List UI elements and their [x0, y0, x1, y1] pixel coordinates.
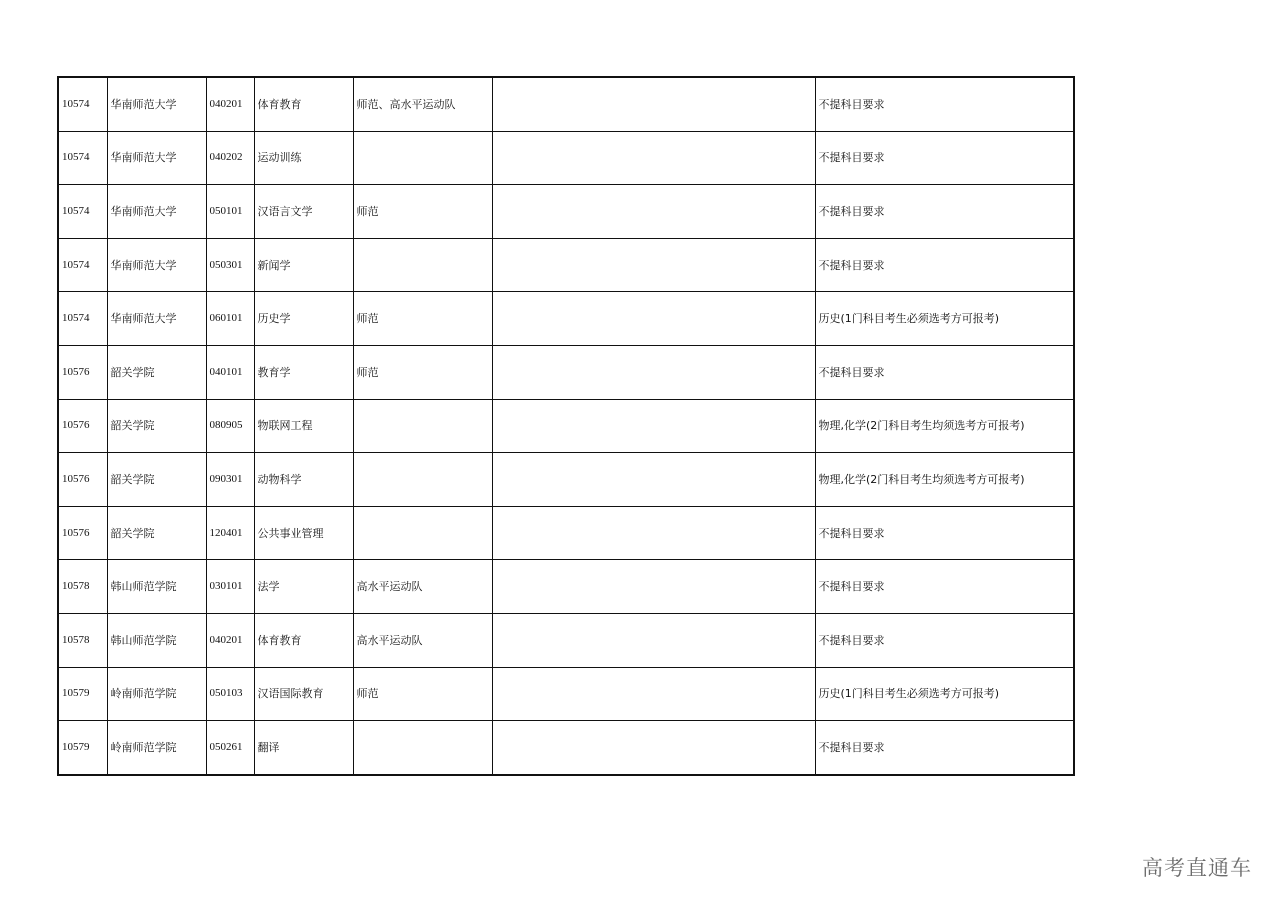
- major-note-cell: [353, 399, 492, 453]
- subject-requirement-cell: 历史(1门科目考生必须选考方可报考): [815, 292, 1074, 346]
- school-name-cell: 华南师范大学: [107, 131, 206, 185]
- school-name-cell: 华南师范大学: [107, 77, 206, 131]
- major-name-cell: 公共事业管理: [254, 506, 353, 560]
- empty-cell: [492, 721, 815, 775]
- major-name-cell: 汉语言文学: [254, 185, 353, 239]
- table-row: [58, 667, 1074, 721]
- empty-cell: [492, 453, 815, 507]
- school-code-cell: 10576: [58, 453, 107, 507]
- table-row: [58, 399, 1074, 453]
- empty-cell: [492, 238, 815, 292]
- school-name-cell: 韩山师范学院: [107, 560, 206, 614]
- subject-requirement-cell: 不提科目要求: [815, 721, 1074, 775]
- empty-cell: [492, 613, 815, 667]
- major-code-cell: 040101: [206, 345, 254, 399]
- subject-requirement-cell: 不提科目要求: [815, 613, 1074, 667]
- major-note-cell: [353, 453, 492, 507]
- school-code-cell: 10576: [58, 345, 107, 399]
- table-row: [58, 131, 1074, 185]
- admission-table: [57, 76, 1075, 776]
- major-name-cell: 体育教育: [254, 613, 353, 667]
- subject-requirement-cell: 物理,化学(2门科目考生均须选考方可报考): [815, 453, 1074, 507]
- subject-requirement-cell: 物理,化学(2门科目考生均须选考方可报考): [815, 399, 1074, 453]
- major-code-cell: 050301: [206, 238, 254, 292]
- major-note-cell: 师范: [353, 185, 492, 239]
- school-name-cell: 岭南师范学院: [107, 667, 206, 721]
- empty-cell: [492, 131, 815, 185]
- empty-cell: [492, 667, 815, 721]
- school-name-cell: 韩山师范学院: [107, 613, 206, 667]
- major-code-cell: 090301: [206, 453, 254, 507]
- major-note-cell: 师范: [353, 292, 492, 346]
- subject-requirement-cell: 不提科目要求: [815, 345, 1074, 399]
- school-name-cell: 韶关学院: [107, 399, 206, 453]
- table-row: [58, 721, 1074, 775]
- empty-cell: [492, 345, 815, 399]
- major-code-cell: 030101: [206, 560, 254, 614]
- major-note-cell: 师范、高水平运动队: [353, 77, 492, 131]
- major-note-cell: [353, 238, 492, 292]
- school-code-cell: 10579: [58, 721, 107, 775]
- major-note-cell: 高水平运动队: [353, 613, 492, 667]
- major-code-cell: 050103: [206, 667, 254, 721]
- school-code-cell: 10578: [58, 560, 107, 614]
- major-code-cell: 080905: [206, 399, 254, 453]
- table-row: [58, 292, 1074, 346]
- major-code-cell: 040201: [206, 77, 254, 131]
- major-note-cell: 高水平运动队: [353, 560, 492, 614]
- school-name-cell: 华南师范大学: [107, 238, 206, 292]
- table-row: [58, 77, 1074, 131]
- school-code-cell: 10576: [58, 399, 107, 453]
- major-code-cell: 050101: [206, 185, 254, 239]
- school-name-cell: 韶关学院: [107, 453, 206, 507]
- major-name-cell: 汉语国际教育: [254, 667, 353, 721]
- table-row: [58, 185, 1074, 239]
- empty-cell: [492, 506, 815, 560]
- major-code-cell: 050261: [206, 721, 254, 775]
- table-row: [58, 453, 1074, 507]
- empty-cell: [492, 292, 815, 346]
- major-name-cell: 体育教育: [254, 77, 353, 131]
- school-code-cell: 10576: [58, 506, 107, 560]
- major-name-cell: 物联网工程: [254, 399, 353, 453]
- major-note-cell: 师范: [353, 345, 492, 399]
- major-name-cell: 动物科学: [254, 453, 353, 507]
- major-name-cell: 运动训练: [254, 131, 353, 185]
- school-name-cell: 华南师范大学: [107, 292, 206, 346]
- major-note-cell: [353, 131, 492, 185]
- major-code-cell: 120401: [206, 506, 254, 560]
- school-code-cell: 10574: [58, 185, 107, 239]
- subject-requirement-cell: 不提科目要求: [815, 238, 1074, 292]
- school-name-cell: 华南师范大学: [107, 185, 206, 239]
- major-code-cell: 040201: [206, 613, 254, 667]
- major-name-cell: 翻译: [254, 721, 353, 775]
- subject-requirement-cell: 历史(1门科目考生必须选考方可报考): [815, 667, 1074, 721]
- subject-requirement-cell: 不提科目要求: [815, 77, 1074, 131]
- major-name-cell: 法学: [254, 560, 353, 614]
- subject-requirement-cell: 不提科目要求: [815, 185, 1074, 239]
- subject-requirement-cell: 不提科目要求: [815, 560, 1074, 614]
- table-row: [58, 238, 1074, 292]
- major-name-cell: 新闻学: [254, 238, 353, 292]
- school-name-cell: 岭南师范学院: [107, 721, 206, 775]
- school-code-cell: 10574: [58, 238, 107, 292]
- school-name-cell: 韶关学院: [107, 506, 206, 560]
- subject-requirement-cell: 不提科目要求: [815, 131, 1074, 185]
- major-code-cell: 060101: [206, 292, 254, 346]
- major-note-cell: [353, 721, 492, 775]
- table-row: [58, 613, 1074, 667]
- major-note-cell: 师范: [353, 667, 492, 721]
- table-row: [58, 345, 1074, 399]
- watermark-logo-text: 高考直通车: [1142, 856, 1252, 880]
- subject-requirement-cell: 不提科目要求: [815, 506, 1074, 560]
- empty-cell: [492, 560, 815, 614]
- school-code-cell: 10578: [58, 613, 107, 667]
- table-row: [58, 506, 1074, 560]
- empty-cell: [492, 399, 815, 453]
- empty-cell: [492, 185, 815, 239]
- school-code-cell: 10579: [58, 667, 107, 721]
- major-note-cell: [353, 506, 492, 560]
- school-code-cell: 10574: [58, 77, 107, 131]
- major-name-cell: 历史学: [254, 292, 353, 346]
- school-name-cell: 韶关学院: [107, 345, 206, 399]
- major-name-cell: 教育学: [254, 345, 353, 399]
- table-row: [58, 560, 1074, 614]
- empty-cell: [492, 77, 815, 131]
- table-body: [58, 77, 1074, 775]
- major-code-cell: 040202: [206, 131, 254, 185]
- school-code-cell: 10574: [58, 292, 107, 346]
- school-code-cell: 10574: [58, 131, 107, 185]
